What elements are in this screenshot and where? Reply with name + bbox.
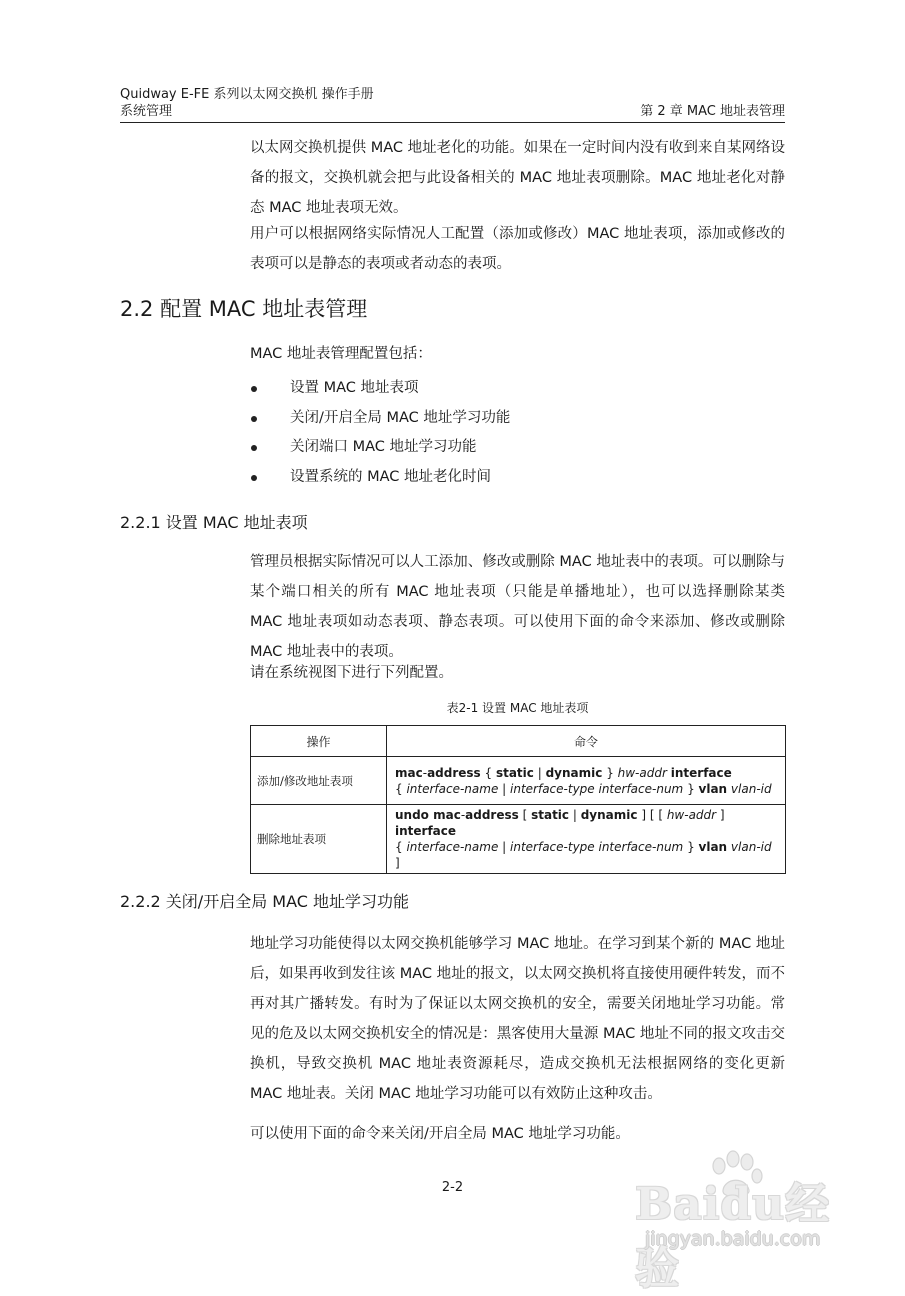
- column-header-operation: 操作: [251, 726, 387, 757]
- bullet-item: 设置系统的 MAC 地址老化时间: [250, 463, 510, 493]
- table-row: [251, 805, 786, 874]
- bullet-dot-icon: [251, 445, 257, 451]
- watermark-brand: Baidu经验: [635, 1179, 831, 1294]
- column-header-command: 命令: [387, 726, 786, 757]
- intro-paragraph-1: 以太网交换机提供 MAC 地址老化的功能。如果在一定时间内没有收到来自某网络设备的报文，交换机就会把与此设备相关的 MAC 地址表项删除。MAC 地址老化对静态 MAC 地址表项无效。: [250, 140, 785, 216]
- bullet-dot-icon: [251, 475, 257, 481]
- table-row: [251, 757, 786, 805]
- watermark-url: jingyan.baidu.com: [645, 1228, 821, 1250]
- bullet-dot-icon: [251, 416, 257, 422]
- header-rule: [120, 122, 785, 123]
- bullet-item: 关闭端口 MAC 地址学习功能: [250, 433, 510, 463]
- command-table: [250, 725, 786, 874]
- baidu-watermark: [635, 1150, 865, 1294]
- section-2-2-2-paragraph-1: 地址学习功能使得以太网交换机能够学习 MAC 地址。在学习到某个新的 MAC 地址后，如果再收到发往该 MAC 地址的报文，以太网交换机将直接使用硬件转发，而不再对其广播转发。有时为了保证以太网交换机的安全，需要关闭地址学习功能。常见的危及以太网交换机安全的情况是：黑客使用大量源 MAC 地址不同的报文攻击交换机，导致交换机 MAC 地址表资源耗尽，造成交换机无法根据网络的变化更新 MAC 地址表。关闭 MAC 地址学习功能可以有效防止这种攻击。: [250, 936, 785, 1102]
- bullet-item: 设置 MAC 地址表项: [250, 374, 510, 404]
- config-bullet-list: [250, 374, 510, 492]
- command-cell: mac-address { static | dynamic } hw-addr interface { interface-name | interface-type interface-num } vlan vlan-id: [387, 757, 786, 805]
- table-header-row: [251, 726, 786, 757]
- section-2-2-2-paragraph-2: 可以使用下面的命令来关闭/开启全局 MAC 地址学习功能。: [250, 1126, 630, 1142]
- operation-cell: 删除地址表项: [251, 805, 387, 874]
- operation-cell: 添加/修改地址表项: [251, 757, 387, 805]
- section-2-2-2-heading: 2.2.2 关闭/开启全局 MAC 地址学习功能: [120, 892, 410, 911]
- intro-paragraph-2: 用户可以根据网络实际情况人工配置（添加或修改）MAC 地址表项，添加或修改的表项可以是静态的表项或者动态的表项。: [250, 226, 785, 272]
- bullet-item: 关闭/开启全局 MAC 地址学习功能: [250, 404, 510, 434]
- command-cell: undo mac-address [ static | dynamic ] [ [ hw-addr ] interface { interface-name | interface-type interface-num } vlan vlan-id ]: [387, 805, 786, 874]
- section-2-2-heading: 2.2 配置 MAC 地址表管理: [120, 297, 368, 321]
- page-number: 2-2: [441, 1180, 464, 1195]
- section-2-2-1-paragraph-2: 请在系统视图下进行下列配置。: [250, 665, 453, 681]
- section-2-2-1-paragraph-1: 管理员根据实际情况可以人工添加、修改或删除 MAC 地址表中的表项。可以删除与某个端口相关的所有 MAC 地址表项（只能是单播地址），也可以选择删除某类 MAC 地址表项如动态表项、静态表项。可以使用下面的命令来添加、修改或删除 MAC 地址表中的表项。: [250, 554, 785, 660]
- manual-title: Quidway E-FE 系列以太网交换机 操作手册: [120, 87, 374, 102]
- section-2-2-lead: MAC 地址表管理配置包括：: [250, 346, 432, 362]
- bullet-dot-icon: [251, 386, 257, 392]
- section-2-2-1-heading: 2.2.1 设置 MAC 地址表项: [120, 513, 308, 532]
- header-text: [120, 86, 785, 120]
- table-caption: 表2-1 设置 MAC 地址表项: [446, 701, 589, 715]
- chapter-label: 第 2 章 MAC 地址表管理: [640, 104, 785, 119]
- section-label: 系统管理: [120, 104, 173, 119]
